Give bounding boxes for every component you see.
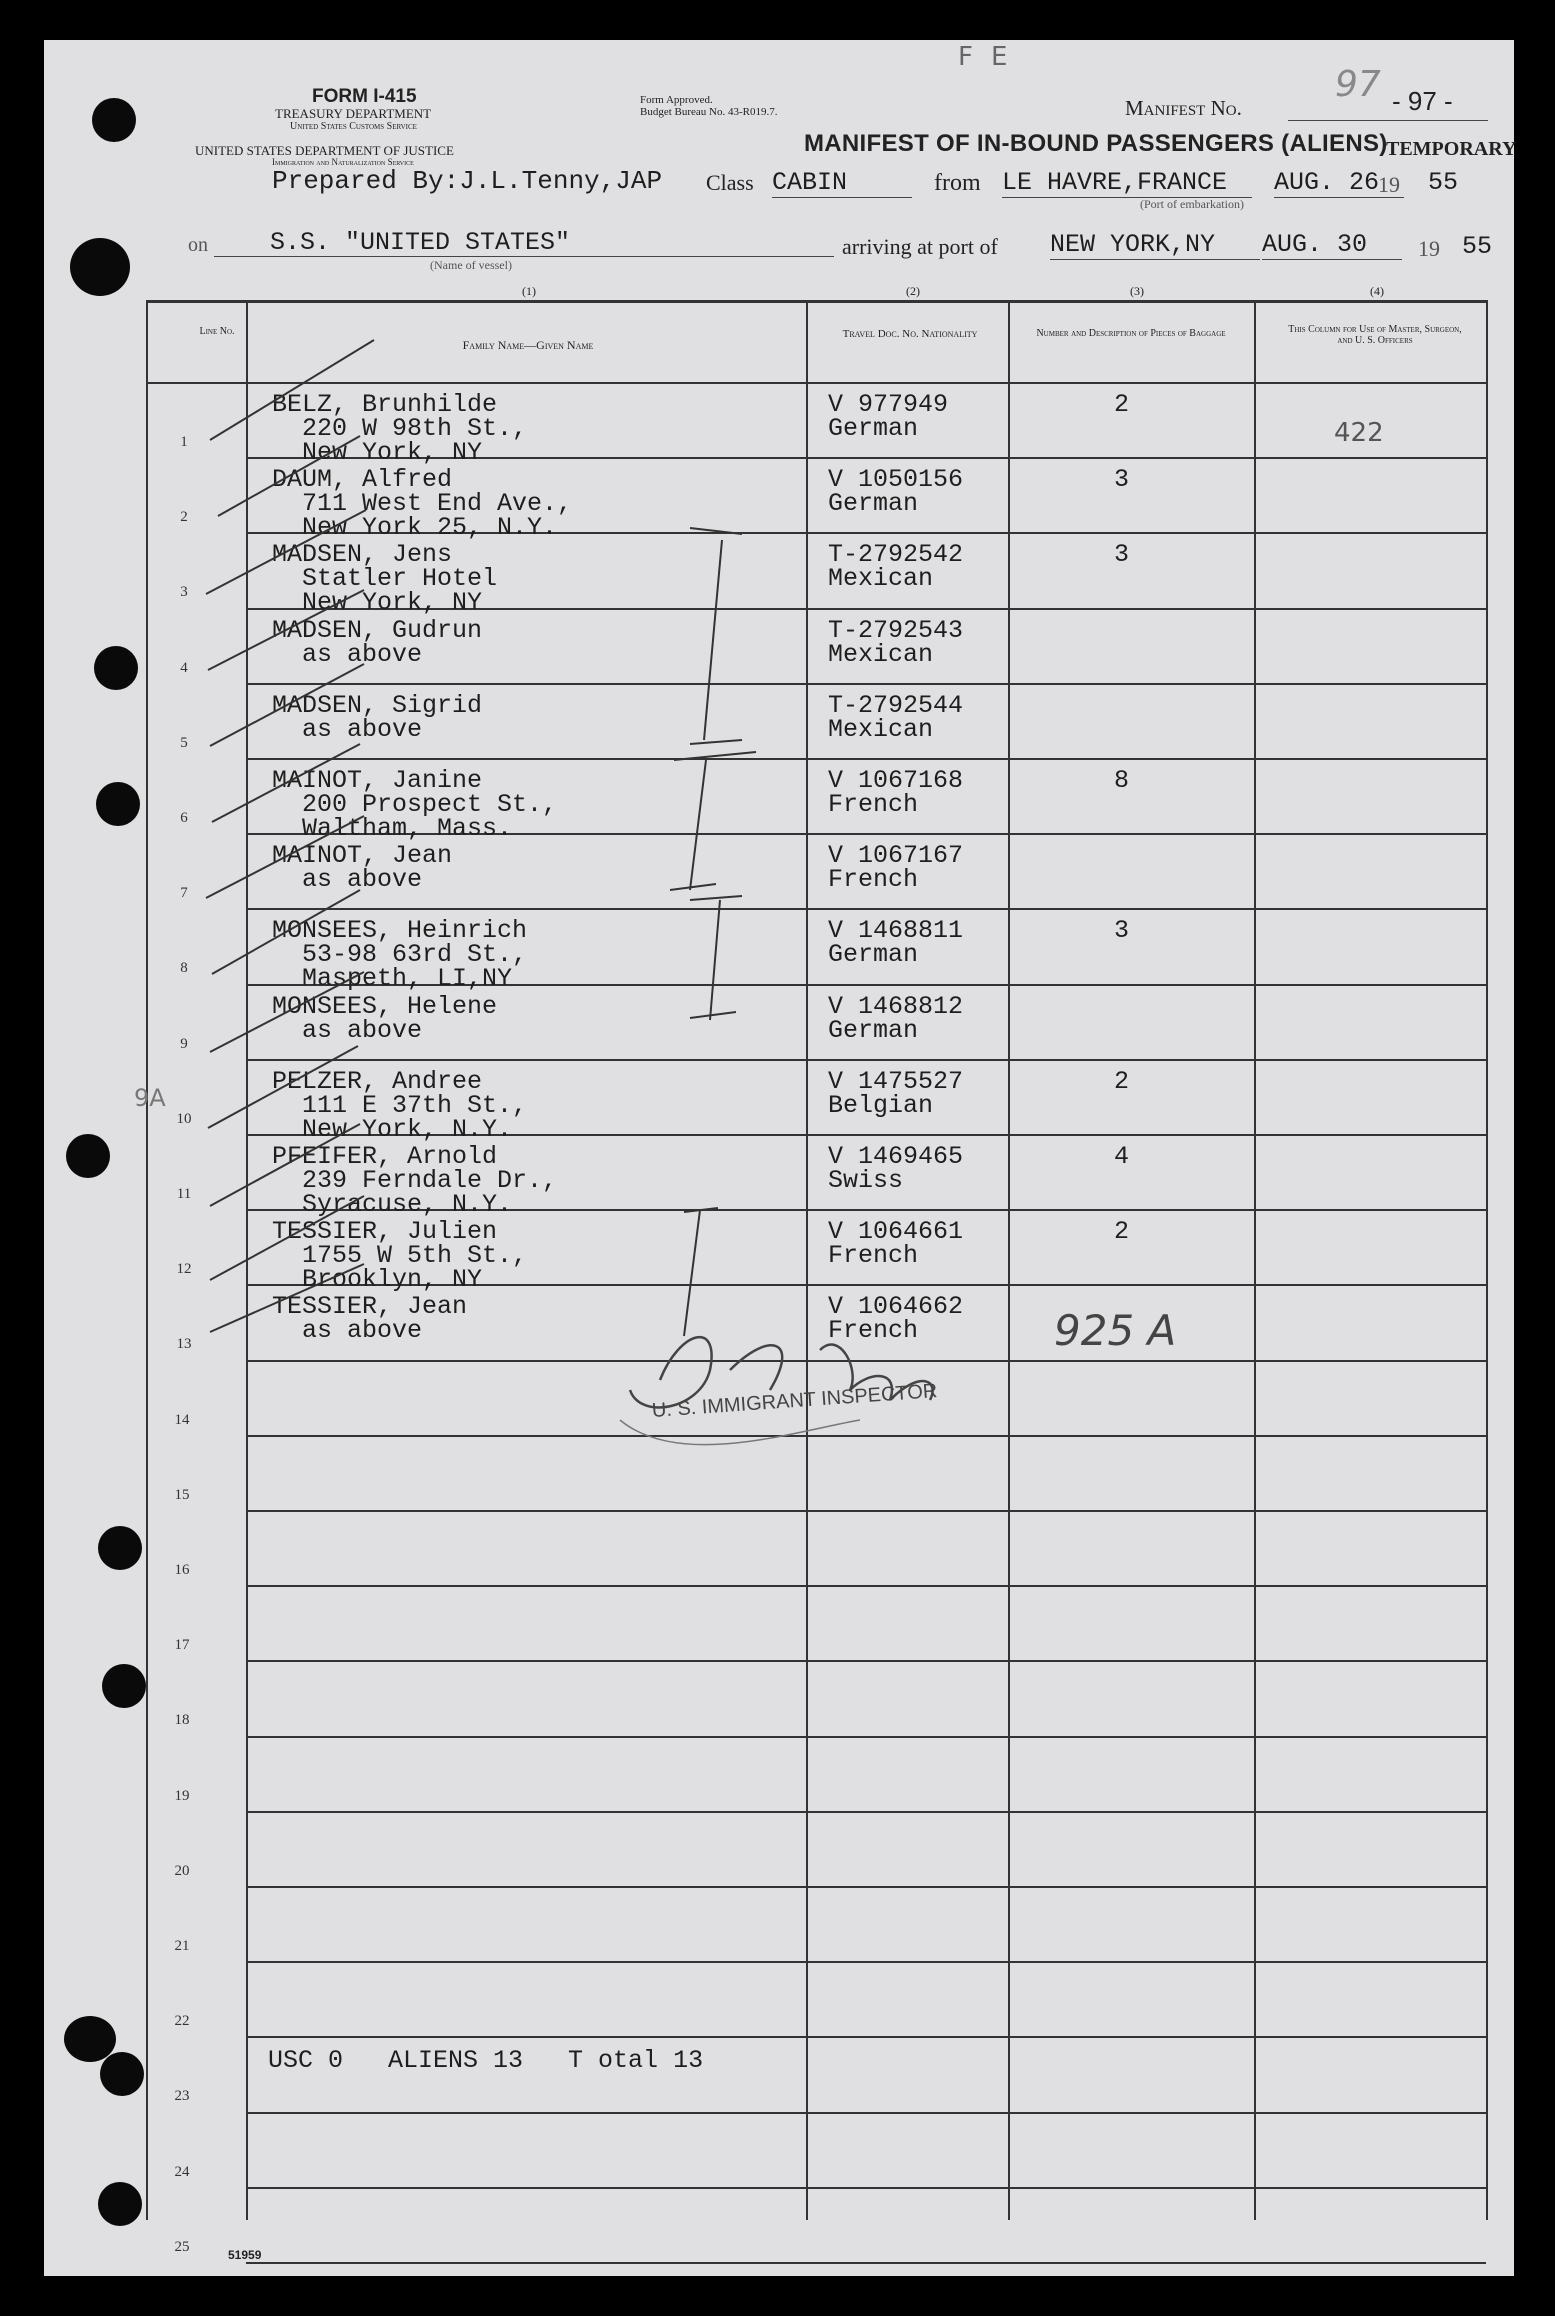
temporary-stamp: TEMPORARY: [1386, 138, 1517, 160]
row-rule: [246, 1585, 1486, 1587]
travel-doc-number: V 1067168: [828, 766, 964, 795]
address-line-2: Brooklyn, NY: [302, 1265, 483, 1295]
row-rule: [246, 758, 1486, 760]
header-name: Family Name—Given Name: [462, 338, 594, 352]
baggage-count: 2: [1114, 390, 1130, 419]
address-line-1: 239 Ferndale Dr.,: [302, 1166, 558, 1195]
row-rule: [246, 2036, 1486, 2038]
row-rule: [246, 683, 1486, 685]
passenger-name: MADSEN, Sigrid: [272, 690, 483, 720]
row-rule: [246, 1059, 1486, 1061]
line-number: 11: [176, 1186, 192, 1202]
travel-doc-number: T-2792544: [828, 690, 964, 720]
year-suffix-2: 55: [1462, 232, 1493, 261]
officer-notes: 422: [1334, 418, 1384, 448]
column-number-2: (2): [906, 284, 920, 298]
passenger-name: MONSEES, Helene: [272, 991, 498, 1021]
address-line-1: as above: [302, 639, 423, 669]
passenger-name: BELZ, Brunhilde: [272, 390, 498, 419]
from-label: from: [934, 170, 981, 196]
passenger-name: TESSIER, Jean: [272, 1292, 468, 1322]
port-of-arrival: NEW YORK,NY: [1050, 230, 1260, 260]
travel-doc-number: V 977949: [828, 390, 949, 419]
travel-doc-number: V 1064662: [828, 1292, 964, 1322]
port-caption: (Port of embarkation): [1140, 197, 1244, 211]
punch-hole: [66, 1134, 110, 1178]
nationality: German: [828, 414, 919, 443]
nationality: Mexican: [828, 714, 934, 744]
baggage-count: 2: [1114, 1217, 1130, 1247]
address-line-1: as above: [302, 865, 423, 895]
line-number: 6: [180, 810, 188, 826]
table-header-rule: [146, 382, 1486, 384]
line-number: 18: [174, 1712, 190, 1729]
inspector-signature: [600, 1310, 1020, 1450]
column-rule: [1008, 300, 1010, 2220]
line-number: 24: [174, 2163, 190, 2180]
header-officers: This Column for Use of Master, Surgeon, and U. S. Officers: [1288, 324, 1462, 346]
row-rule: [246, 1811, 1486, 1813]
manifest-no-line: [1288, 120, 1488, 121]
punch-hole: [102, 1664, 146, 1708]
passenger-name: MADSEN, Jens: [272, 540, 453, 570]
address-line-2: Maspeth, LI,NY: [302, 964, 513, 994]
column-rule: [246, 300, 248, 2220]
passenger-name: MONSEES, Heinrich: [272, 916, 528, 946]
ins-service: Immigration and Naturalization Service: [272, 157, 414, 167]
travel-doc-number: V 1064661: [828, 1217, 964, 1247]
year-suffix-1: 55: [1428, 168, 1459, 197]
line-number: 19: [174, 1787, 190, 1804]
footer-code: 51959: [228, 2248, 262, 2262]
class-label: Class: [706, 170, 754, 195]
baggage-count: 4: [1114, 1142, 1130, 1171]
nationality: French: [828, 865, 919, 895]
row-rule: [246, 2262, 1486, 2264]
line-number: 25: [174, 2238, 190, 2255]
line-number: 20: [174, 1862, 190, 1879]
baggage-count: 3: [1114, 916, 1130, 946]
nationality: Mexican: [828, 564, 934, 594]
passenger-name: DAUM, Alfred: [272, 465, 453, 495]
line-number: 17: [174, 1637, 190, 1654]
nationality: German: [828, 1015, 919, 1045]
address-line-2: Syracuse, N.Y.: [302, 1190, 513, 1219]
row-rule: [246, 1886, 1486, 1888]
margin-handwriting: 9A: [134, 1084, 166, 1112]
line-number: 2: [180, 509, 188, 526]
year-prefix-2: 19: [1418, 236, 1440, 261]
baggage-count: 3: [1114, 540, 1130, 570]
passenger-name: MAINOT, Janine: [272, 766, 483, 795]
row-rule: [246, 2187, 1486, 2189]
line-number: 4: [180, 659, 188, 676]
form-number: FORM I-415: [312, 86, 417, 107]
nationality: German: [828, 940, 919, 970]
passenger-name: TESSIER, Julien: [272, 1217, 498, 1247]
address-line-2: New York, N.Y.: [302, 1114, 513, 1144]
port-of-embarkation: LE HAVRE,FRANCE: [1002, 168, 1252, 198]
baggage-count: 2: [1114, 1066, 1130, 1096]
line-number: 5: [180, 734, 188, 751]
passenger-name: PFEIFER, Arnold: [272, 1142, 498, 1171]
punch-hole: [98, 2182, 142, 2226]
handwritten-mark-top: FE: [958, 42, 1026, 72]
address-line-1: Statler Hotel: [302, 564, 498, 594]
arriving-label: arriving at port of: [842, 234, 998, 259]
passenger-name: PELZER, Andree: [272, 1066, 483, 1096]
inspector-stamp: U. S. IMMIGRANT INSPECTOR: [651, 1380, 939, 1422]
travel-doc-number: V 1468811: [828, 916, 964, 946]
passenger-name: MADSEN, Gudrun: [272, 615, 483, 645]
travel-doc-number: V 1067167: [828, 841, 964, 871]
on-label: on: [188, 234, 208, 256]
passenger-name: MAINOT, Jean: [272, 841, 453, 871]
column-number-3: (3): [1130, 284, 1144, 298]
travel-doc-number: T-2792542: [828, 540, 964, 570]
manifest-no-handwritten: 97: [1335, 64, 1381, 105]
manifest-sheet: [44, 40, 1517, 2276]
baggage-count: 8: [1114, 766, 1130, 795]
address-line-1: 220 W 98th St.,: [302, 414, 528, 443]
column-rule: [1254, 300, 1256, 2220]
address-line-2: New York, NY: [302, 588, 483, 618]
totals-line: USC 0 ALIENS 13 T otal 13: [268, 2046, 704, 2075]
address-line-1: as above: [302, 1316, 423, 1346]
nationality: French: [828, 1241, 919, 1271]
punch-hole: [92, 98, 136, 142]
nationality: French: [828, 1316, 919, 1346]
punch-hole: [70, 238, 130, 296]
punch-hole: [94, 646, 138, 690]
table-top-rule: [146, 300, 1486, 303]
travel-doc-number: V 1050156: [828, 465, 964, 495]
punch-hole: [64, 2016, 116, 2062]
year-prefix-1: 19: [1378, 172, 1400, 197]
row-rule: [246, 1510, 1486, 1512]
manifest-no-label: Manifest No.: [1125, 96, 1242, 120]
budget-bureau: Budget Bureau No. 43-R019.7.: [640, 106, 778, 118]
line-number: 9: [180, 1035, 188, 1052]
line-number: 12: [176, 1261, 192, 1278]
row-rule: [246, 1961, 1486, 1963]
line-number: 14: [174, 1411, 190, 1428]
line-number: 23: [174, 2088, 190, 2105]
address-line-1: 53-98 63rd St.,: [302, 940, 528, 970]
manifest-no: - 97 -: [1392, 86, 1453, 116]
address-line-2: New York, NY: [302, 438, 483, 467]
nationality: Swiss: [828, 1166, 904, 1195]
address-line-1: 711 West End Ave.,: [302, 489, 573, 519]
line-number: 3: [180, 584, 188, 601]
header-line-no: Line No.: [199, 326, 235, 337]
header-travel-doc: Travel Doc. No. Nationality: [842, 328, 978, 340]
nationality: French: [828, 790, 919, 819]
address-line-1: as above: [302, 714, 423, 744]
arrival-date: AUG. 30: [1262, 230, 1402, 260]
nationality: Mexican: [828, 639, 934, 669]
inspector-code: 925 A: [1054, 1306, 1177, 1355]
embarkation-date: AUG. 26: [1274, 168, 1404, 198]
address-line-1: 200 Prospect St.,: [302, 790, 558, 819]
line-number: 10: [176, 1110, 192, 1127]
vessel-line: [214, 256, 834, 257]
address-line-2: New York 25, N.Y.: [302, 513, 558, 543]
row-rule: [246, 1736, 1486, 1738]
line-number: 15: [174, 1486, 190, 1503]
line-number: 7: [180, 885, 188, 902]
nationality: German: [828, 489, 919, 519]
travel-doc-number: V 1475527: [828, 1066, 964, 1096]
treasury-department: TREASURY DEPARTMENT: [275, 106, 432, 121]
travel-doc-number: V 1468812: [828, 991, 964, 1021]
justice-department: UNITED STATES DEPARTMENT OF JUSTICE: [195, 143, 454, 158]
travel-doc-number: T-2792543: [828, 615, 964, 645]
column-rule: [806, 300, 808, 2220]
travel-doc-number: V 1469465: [828, 1142, 964, 1171]
punch-hole: [96, 782, 140, 826]
address-line-2: Waltham, Mass.: [302, 814, 513, 843]
column-number-1: (1): [522, 284, 536, 298]
nationality: Belgian: [828, 1090, 934, 1120]
class-value: CABIN: [772, 168, 912, 198]
manifest-title: MANIFEST OF IN-BOUND PASSENGERS (ALIENS): [804, 130, 1388, 157]
row-rule: [246, 2112, 1486, 2114]
address-line-1: as above: [302, 1015, 423, 1045]
inspector-signature-text: [650, 1352, 655, 1353]
row-rule: [246, 1660, 1486, 1662]
line-number: 8: [180, 960, 188, 977]
header-baggage: Number and Description of Pieces of Baggage: [1036, 328, 1226, 339]
row-rule: [246, 908, 1486, 910]
address-line-1: 1755 W 5th St.,: [302, 1241, 528, 1271]
line-number: 21: [174, 1938, 190, 1954]
line-number: 22: [174, 2013, 190, 2030]
baggage-count: 3: [1114, 465, 1130, 495]
vessel-name: S.S. "UNITED STATES": [270, 228, 571, 257]
column-rule: [1486, 300, 1488, 2220]
column-number-4: (4): [1370, 284, 1384, 298]
punch-hole: [98, 1526, 142, 1570]
punch-hole: [100, 2052, 144, 2096]
column-rule: [146, 300, 148, 2220]
line-number: 16: [174, 1562, 190, 1578]
form-approved: Form Approved.: [640, 94, 713, 106]
vessel-caption: (Name of vessel): [430, 258, 512, 272]
prepared-by: Prepared By:J.L.Tenny,JAP: [272, 166, 663, 196]
customs-service: United States Customs Service: [290, 121, 417, 132]
address-line-1: 111 E 37th St.,: [302, 1090, 528, 1120]
line-number: 13: [176, 1336, 192, 1353]
line-number: 1: [180, 434, 188, 450]
